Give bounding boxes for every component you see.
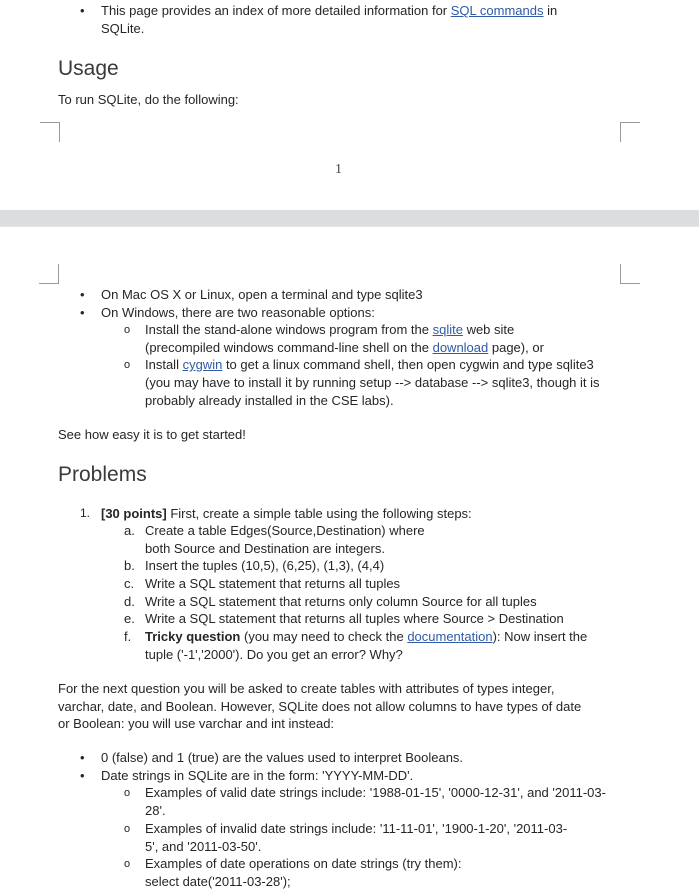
option2-line-1	[145, 356, 594, 373]
usage-text: To run SQLite, do the following:	[58, 92, 239, 107]
problem-number: 1.	[80, 506, 91, 520]
document-page-2	[0, 226, 699, 887]
step-b: Insert the tuples (10,5), (6,25), (1,3), (4,4)	[145, 558, 385, 573]
step-f-line-1	[145, 628, 587, 645]
step-f-pre: (you may need to check the	[240, 629, 408, 644]
usage-heading: Usage	[58, 57, 119, 80]
date-ops-line-2: select date('2011-03-28');	[145, 874, 291, 889]
intro-bullet-line-2: SQLite.	[101, 21, 145, 36]
margin-corner-mark-left	[40, 122, 60, 142]
bullet-dot: •	[80, 3, 85, 18]
problems-heading: Problems	[58, 463, 147, 486]
option1-line-1	[145, 321, 514, 338]
sub-bullet-circle: o	[124, 324, 131, 336]
step-label: b.	[124, 558, 135, 573]
option1-line-2	[145, 339, 544, 356]
option2-suffix: to get a linux command shell, then open cygwin and type sqlite3	[222, 357, 594, 372]
intro-suffix: in	[543, 3, 558, 18]
mac-bullet: On Mac OS X or Linux, open a terminal and type sqlite3	[101, 287, 423, 302]
problem1-intro	[101, 505, 472, 522]
step-label: d.	[124, 594, 135, 609]
cygwin-link[interactable]: cygwin	[182, 357, 223, 372]
step-e: Write a SQL statement that returns all tuples where Source > Destination	[145, 611, 564, 626]
step-label: e.	[124, 611, 135, 626]
step-f-line-2: tuple ('-1','2000'). Do you get an error? Why?	[145, 647, 403, 662]
valid-dates-line-1: Examples of valid date strings include: '1988-01-15', '0000-12-31', and '2011-03-	[145, 785, 606, 800]
option2-line-2: (you may have to install it by running setup --> database --> sqlite3, though it is	[145, 375, 600, 390]
option2-text: Install	[145, 357, 183, 372]
para-line-1: For the next question you will be asked to create tables with attributes of types integer,	[58, 681, 555, 696]
option1-line2-text: (precompiled windows command-line shell on the	[145, 340, 433, 355]
step-label: f.	[124, 629, 132, 644]
tricky-question-label: Tricky question	[145, 629, 241, 644]
margin-corner-mark-right	[620, 264, 640, 284]
sub-bullet-circle: o	[124, 823, 131, 835]
problem1-text: First, create a simple table using the following steps:	[166, 506, 472, 521]
step-f-post: ): Now insert the	[492, 629, 588, 644]
problem1-points: [30 points]	[101, 506, 167, 521]
get-started-text: See how easy it is to get started!	[58, 427, 246, 442]
sub-bullet-circle: o	[124, 359, 131, 371]
para-line-3: or Boolean: you will use varchar and int instead:	[58, 716, 335, 731]
date-ops-line-1: Examples of date operations on date strings (try them):	[145, 856, 462, 871]
sqlite-link[interactable]: sqlite	[432, 322, 463, 337]
step-a-line-1: Create a table Edges(Source,Destination) where	[145, 523, 425, 538]
windows-bullet: On Windows, there are two reasonable options:	[101, 305, 375, 320]
valid-dates-line-2: 28'.	[145, 803, 166, 818]
option2-line-3: probably already installed in the CSE labs).	[145, 393, 394, 408]
date-bullet: Date strings in SQLite are in the form: 'YYYY-MM-DD'.	[101, 768, 414, 783]
sql-commands-link[interactable]: SQL commands	[450, 3, 544, 18]
step-a-line-2: both Source and Destination are integers.	[145, 541, 385, 556]
documentation-link[interactable]: documentation	[407, 629, 493, 644]
margin-corner-mark-right	[620, 122, 640, 142]
option1-text: Install the stand-alone windows program from the	[145, 322, 433, 337]
sub-bullet-circle: o	[124, 858, 131, 870]
bullet-dot: •	[80, 305, 85, 320]
option1-line2-suffix: page), or	[488, 340, 544, 355]
boolean-bullet: 0 (false) and 1 (true) are the values used to interpret Booleans.	[101, 750, 464, 765]
step-d: Write a SQL statement that returns only column Source for all tuples	[145, 594, 537, 609]
intro-text: This page provides an index of more detailed information for	[101, 3, 451, 18]
invalid-dates-line-2: 5', and '2011-03-50'.	[145, 839, 262, 854]
step-label: a.	[124, 523, 135, 538]
option1-mid: web site	[462, 322, 515, 337]
bullet-dot: •	[80, 287, 85, 302]
margin-corner-mark-left	[39, 264, 59, 284]
page-top-edge	[0, 226, 699, 227]
invalid-dates-line-1: Examples of invalid date strings include: '11-11-01', '1900-1-20', '2011-03-	[145, 821, 568, 836]
sub-bullet-circle: o	[124, 787, 131, 799]
step-c: Write a SQL statement that returns all tuples	[145, 576, 401, 591]
page-number: 1	[335, 162, 342, 177]
step-label: c.	[124, 576, 135, 591]
page-gap	[0, 210, 699, 226]
bullet-dot: •	[80, 750, 85, 765]
intro-bullet-line-1	[101, 2, 557, 19]
document-page-1	[0, 0, 699, 210]
para-line-2: varchar, date, and Boolean. However, SQLite does not allow columns to have types of date	[58, 699, 582, 714]
bullet-dot: •	[80, 768, 85, 783]
download-link[interactable]: download	[432, 340, 489, 355]
